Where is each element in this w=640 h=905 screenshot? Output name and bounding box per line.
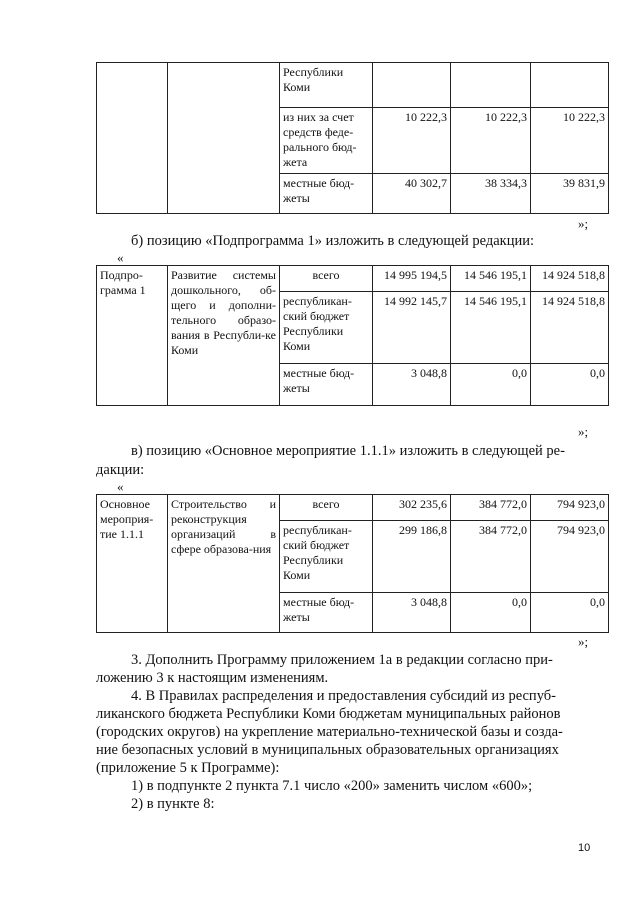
activity-name: Основное мероприя-тие 1.1.1 — [97, 495, 168, 633]
paragraph-4-line5: (приложение 5 к Программе): — [96, 760, 280, 776]
value-cell: 302 235,6 — [373, 495, 451, 521]
closing-quote: »; — [578, 634, 589, 649]
paragraph-4-line4: ние безопасных условий в муниципальных образовательных организациях — [96, 742, 559, 758]
value-cell: 38 334,3 — [451, 174, 531, 214]
value-cell — [373, 63, 451, 108]
value-cell: 0,0 — [451, 364, 531, 406]
table-main-activity — [96, 494, 609, 633]
row-label: местные бюд-жеты — [280, 593, 373, 633]
value-cell: 794 923,0 — [531, 495, 609, 521]
value-cell: 14 546 195,1 — [451, 266, 531, 292]
value-cell: 14 924 518,8 — [531, 292, 609, 364]
row-label: республикан-ский бюджет Республики Коми — [280, 292, 373, 364]
value-cell: 14 924 518,8 — [531, 266, 609, 292]
row-label: местные бюд-жеты — [280, 174, 373, 214]
value-cell: 39 831,9 — [531, 174, 609, 214]
table-subprogram-1 — [96, 265, 609, 406]
opening-quote: « — [117, 479, 124, 494]
value-cell: 794 923,0 — [531, 521, 609, 593]
value-cell — [531, 63, 609, 108]
row-label: местные бюд-жеты — [280, 364, 373, 406]
value-cell: 14 995 194,5 — [373, 266, 451, 292]
paragraph-3-line1: 3. Дополнить Программу приложением 1а в редакции согласно при- — [131, 652, 553, 668]
value-cell: 14 992 145,7 — [373, 292, 451, 364]
list-item-2: 2) в пункте 8: — [131, 796, 215, 812]
paragraph-v-line1: в) позицию «Основное мероприятие 1.1.1» изложить в следующей ре- — [131, 443, 565, 459]
row-label: из них за счет средств феде-рального бюд-жета — [280, 108, 373, 174]
table-row — [97, 266, 609, 292]
paragraph-v-line2: дакции: — [96, 462, 145, 478]
page-number: 10 — [578, 842, 591, 854]
value-cell: 10 222,3 — [531, 108, 609, 174]
value-cell: 3 048,8 — [373, 593, 451, 633]
row-label: всего — [280, 266, 373, 292]
row-label: республикан-ский бюджет Республики Коми — [280, 521, 373, 593]
table-row — [97, 63, 609, 108]
activity-description: Строительство и реконструкция организаций в сфере образова-ния — [168, 495, 280, 633]
table-cell-empty — [97, 63, 168, 214]
value-cell: 10 222,3 — [373, 108, 451, 174]
table-row — [97, 495, 609, 521]
opening-quote: « — [117, 250, 124, 265]
closing-quote: »; — [578, 216, 589, 231]
paragraph-b: б) позицию «Подпрограмма 1» изложить в следующей редакции: — [131, 233, 535, 249]
subprogram-name: Подпро-грамма 1 — [97, 266, 168, 406]
value-cell: 14 546 195,1 — [451, 292, 531, 364]
row-label: Республики Коми — [280, 63, 373, 108]
paragraph-4-line1: 4. В Правилах распределения и предоставления субсидий из респуб- — [131, 688, 556, 704]
value-cell: 10 222,3 — [451, 108, 531, 174]
value-cell: 40 302,7 — [373, 174, 451, 214]
value-cell: 0,0 — [451, 593, 531, 633]
value-cell: 0,0 — [531, 364, 609, 406]
table-continuation — [96, 62, 609, 214]
value-cell: 384 772,0 — [451, 495, 531, 521]
subprogram-description: Развитие системы дошкольного, об-щего и дополни-тельного образо-вания в Республи-ке Коми — [168, 266, 280, 406]
closing-quote: »; — [578, 424, 589, 439]
value-cell: 384 772,0 — [451, 521, 531, 593]
row-label: всего — [280, 495, 373, 521]
paragraph-4-line3: (городских округов) на укрепление материально-технической базы и созда- — [96, 724, 563, 740]
value-cell: 299 186,8 — [373, 521, 451, 593]
value-cell — [451, 63, 531, 108]
paragraph-3-line2: ложению 3 к настоящим изменениям. — [96, 670, 329, 686]
table-cell-empty — [168, 63, 280, 214]
value-cell: 3 048,8 — [373, 364, 451, 406]
value-cell: 0,0 — [531, 593, 609, 633]
paragraph-4-line2: ликанского бюджета Республики Коми бюджетам муниципальных районов — [96, 706, 561, 722]
list-item-1: 1) в подпункте 2 пункта 7.1 число «200» заменить числом «600»; — [131, 778, 533, 794]
